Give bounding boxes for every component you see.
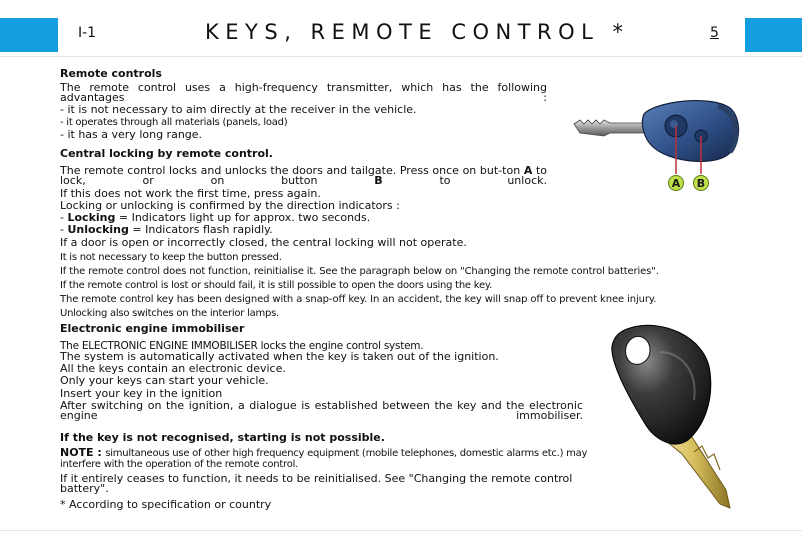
locking-text: = Indicators light up for approx. two seconds. bbox=[118, 211, 371, 224]
unlocking-dash: - bbox=[60, 223, 64, 236]
remote-intro: The remote control uses a high-frequency transmitter, which has the following advantages : bbox=[60, 81, 547, 104]
label-b: B bbox=[696, 177, 706, 190]
immobiliser-heading: Electronic engine immobiliser bbox=[60, 322, 245, 335]
unlocking-text: = Indicators flash rapidly. bbox=[132, 223, 273, 236]
button-a-ref: A bbox=[523, 164, 533, 177]
remote-advantage-1: - it is not necessary to aim directly at the receiver in the vehicle. bbox=[60, 103, 417, 116]
right-blue-tab bbox=[745, 18, 802, 52]
central-locking-paragraph-8: The remote control key has been designed with a snap-off key. In an accident, the key will snap off to prevent knee injury. bbox=[60, 294, 657, 305]
unlocking-line bbox=[60, 224, 273, 236]
immobiliser-note bbox=[60, 448, 588, 470]
note-label: NOTE : bbox=[60, 446, 102, 459]
note-text: simultaneous use of other high frequency equipment (mobile telephones, domestic alarms etc.) may interfere with the operation of the remote control. bbox=[60, 448, 588, 470]
central-locking-paragraph-2: If this does not work the first time, press again. bbox=[60, 187, 321, 200]
remote-advantage-3: - it has a very long range. bbox=[60, 128, 203, 141]
button-b-ref: B bbox=[374, 174, 383, 187]
section-code: I-1 bbox=[78, 25, 97, 41]
central-locking-paragraph-5: It is not necessary to keep the button pressed. bbox=[60, 252, 282, 263]
page-number: 5 bbox=[710, 25, 719, 41]
immobiliser-paragraph-6: After switching on the ignition, a dialogue is established between the key and the electronic engine immobiliser. bbox=[60, 399, 583, 422]
remote-heading: Remote controls bbox=[60, 67, 162, 80]
immobiliser-paragraph-5: Insert your key in the ignition bbox=[60, 387, 223, 400]
locking-label: Locking bbox=[67, 211, 116, 224]
remote-advantage-2: - it operates through all materials (panels, load) bbox=[60, 117, 288, 128]
p1-mid: to lock, or on button bbox=[60, 164, 548, 187]
central-locking-paragraph-9: Unlocking also switches on the interior lamps. bbox=[60, 308, 279, 319]
p1-start: The remote control locks and unlocks the doors and tailgate. Press once on but-ton bbox=[60, 164, 521, 177]
central-locking-paragraph-3: Locking or unlocking is confirmed by the direction indicators : bbox=[60, 199, 400, 212]
locking-dash: - bbox=[60, 211, 64, 224]
immobiliser-paragraph-7: If it entirely ceases to function, it needs to be reinitialised. See "Changing the remote control battery". bbox=[60, 472, 573, 495]
unlocking-label: Unlocking bbox=[67, 223, 129, 236]
page-title: KEYS, REMOTE CONTROL * bbox=[205, 20, 630, 44]
immobiliser-paragraph-1: The ELECTRONIC ENGINE IMMOBILISER locks the engine control system. bbox=[60, 340, 424, 352]
remote-key-illustration bbox=[570, 96, 745, 196]
central-locking-paragraph-6: If the remote control does not function, reinitialise it. See the paragraph below on "Changing the remote control batteries". bbox=[60, 266, 659, 277]
footnote: * According to specification or country bbox=[60, 498, 272, 511]
central-locking-paragraph-1 bbox=[60, 166, 547, 186]
p1-end: to unlock. bbox=[439, 174, 547, 187]
header-divider bbox=[0, 56, 802, 57]
central-locking-heading: Central locking by remote control. bbox=[60, 147, 273, 160]
immobiliser-key-illustration bbox=[590, 322, 750, 512]
left-blue-tab bbox=[0, 18, 58, 52]
immobiliser-paragraph-2: The system is automatically activated when the key is taken out of the ignition. bbox=[60, 350, 499, 363]
immobiliser-paragraph-3: All the keys contain an electronic device. bbox=[60, 362, 286, 375]
immobiliser-paragraph-4: Only your keys can start your vehicle. bbox=[60, 374, 269, 387]
label-a: A bbox=[671, 177, 681, 190]
central-locking-paragraph-4: If a door is open or incorrectly closed, the central locking will not operate. bbox=[60, 236, 467, 249]
central-locking-paragraph-7: If the remote control is lost or should fail, it is still possible to open the doors using the key. bbox=[60, 280, 493, 291]
footer-divider bbox=[0, 530, 802, 531]
page-header bbox=[0, 0, 802, 58]
immobiliser-warning: If the key is not recognised, starting is not possible. bbox=[60, 431, 385, 444]
